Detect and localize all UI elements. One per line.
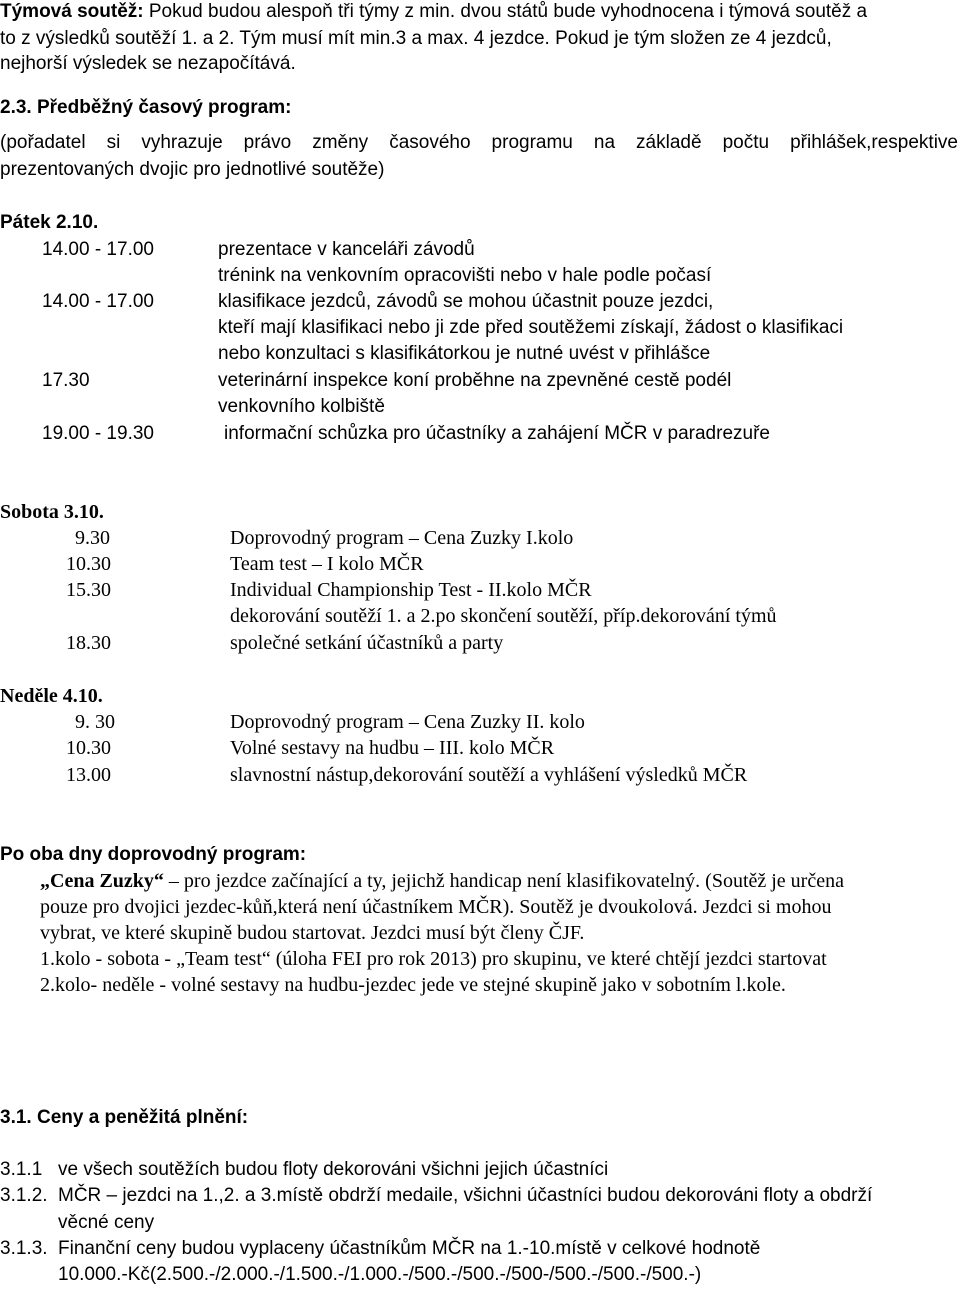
sunday-time-2: 10.30	[66, 737, 111, 759]
prize-3-number: 3.1.3.	[0, 1238, 48, 1259]
schedule-note-2: prezentovaných dvojic pro jednotlivé soutěže)	[0, 159, 385, 180]
team-line-3: nejhorší výsledek se nezapočítává.	[0, 53, 296, 74]
friday-time-1: 14.00 - 17.00	[42, 239, 154, 260]
prize-1-text: ve všech soutěžích budou floty dekorováni všichni jejich účastníci	[58, 1159, 609, 1180]
friday-item-2-line-3: nebo konzultaci s klasifikátorkou je nutné uvést v přihlášce	[218, 343, 711, 364]
friday-item-2-line-1: klasifikace jezdců, závodů se mohou účastnit pouze jezdci,	[218, 291, 714, 312]
friday-item-1-line-2: trénink na venkovním opracovišti nebo v hale podle počasí	[218, 265, 712, 286]
team-text-1: Pokud budou alespoň tři týmy z min. dvou států bude vyhodnocena i týmová soutěž a	[148, 1, 868, 22]
prizes-heading: 3.1. Ceny a peněžitá plnění:	[0, 1107, 249, 1128]
saturday-time-3: 15.30	[66, 579, 111, 601]
prize-2-text-1: MČR – jezdci na 1.,2. a 3.místě obdrží medaile, všichni účastníci budou dekorováni floty a obdrží	[58, 1185, 873, 1206]
friday-title: Pátek 2.10.	[0, 212, 99, 233]
both-days-heading: Po oba dny doprovodný program:	[0, 844, 307, 865]
sunday-time-3: 13.00	[66, 764, 111, 786]
schedule-heading: 2.3. Předběžný časový program:	[0, 97, 292, 118]
friday-item-4-line-1: informační schůzka pro účastníky a zahájení MČR v paradrezuře	[224, 423, 770, 444]
saturday-item-1: Doprovodný program – Cena Zuzky I.kolo	[230, 527, 574, 549]
sunday-item-3: slavnostní nástup,dekorování soutěží a vyhlášení výsledků MČR	[230, 764, 748, 786]
prize-2-number: 3.1.2.	[0, 1185, 48, 1206]
saturday-time-1: 9.30	[75, 527, 110, 549]
both-days-para-2: pouze pro dvojici jezdec-kůň,která není účastníkem MČR). Soutěž je dvoukolová. Jezdci si mohou	[40, 896, 832, 918]
team-line-2: to z výsledků soutěží 1. a 2. Tým musí mít min.3 a max. 4 jezdce. Pokud je tým složen ze 4 jezdců,	[0, 28, 832, 49]
friday-item-3-line-2: venkovního kolbiště	[218, 396, 385, 417]
both-days-para-1-rest: – pro jezdce začínající a ty, jejichž handicap není klasifikovatelný. (Soutěž je určena	[163, 870, 844, 892]
saturday-item-3-line-2: dekorování soutěží 1. a 2.po skončení soutěží, příp.dekorování týmů	[230, 605, 777, 627]
team-label: Týmová soutěž:	[0, 1, 144, 22]
saturday-time-4: 18.30	[66, 632, 111, 654]
round-1: 1.kolo - sobota - „Team test“ (úloha FEI pro rok 2013) pro skupinu, ve které chtějí jezdci startovat	[40, 948, 827, 970]
round-2: 2.kolo- neděle - volné sestavy na hudbu-jezdec jede ve stejné skupině jako v sobotním l.kole.	[40, 974, 786, 996]
both-days-para-1	[40, 869, 844, 893]
friday-item-3-line-1: veterinární inspekce koní proběhne na zpevněné cestě podél	[218, 370, 732, 391]
both-days-para-3: vybrat, ve které skupině budou startovat. Jezdci musí být členy ČJF.	[40, 922, 585, 944]
saturday-time-2: 10.30	[66, 553, 111, 575]
prize-2-text-2: věcné ceny	[58, 1212, 155, 1233]
friday-time-4: 19.00 - 19.30	[42, 423, 154, 444]
sunday-title: Neděle 4.10.	[0, 685, 103, 707]
saturday-item-3-line-1: Individual Championship Test - II.kolo MČR	[230, 579, 592, 601]
prize-3-text-2: 10.000.-Kč(2.500.-/2.000.-/1.500.-/1.000.-/500.-/500.-/500-/500.-/500.-/500.-)	[58, 1264, 702, 1285]
schedule-note-1: (pořadatel si vyhrazuje právo změny časového programu na základě počtu přihlášek,respektive	[0, 132, 958, 153]
saturday-title: Sobota 3.10.	[0, 501, 104, 523]
saturday-item-2: Team test – I kolo MČR	[230, 553, 424, 575]
friday-item-2-line-2: kteří mají klasifikaci nebo ji zde před soutěžemi získají, žádost o klasifikaci	[218, 317, 844, 338]
team-line-1	[0, 0, 867, 24]
friday-time-2: 14.00 - 17.00	[42, 291, 154, 312]
friday-item-1-line-1: prezentace v kanceláři závodů	[218, 239, 475, 260]
prize-3-text-1: Finanční ceny budou vyplaceny účastníkům MČR na 1.-10.místě v celkové hodnotě	[58, 1238, 761, 1259]
prize-1-number: 3.1.1	[0, 1159, 43, 1180]
friday-time-3: 17.30	[42, 370, 90, 391]
sunday-item-2: Volné sestavy na hudbu – III. kolo MČR	[230, 737, 555, 759]
sunday-item-1: Doprovodný program – Cena Zuzky II. kolo	[230, 711, 585, 733]
saturday-item-4: společné setkání účastníků a party	[230, 632, 504, 654]
sunday-time-1: 9. 30	[75, 711, 115, 733]
cena-zuzky-label: „Cena Zuzky“	[40, 870, 164, 892]
